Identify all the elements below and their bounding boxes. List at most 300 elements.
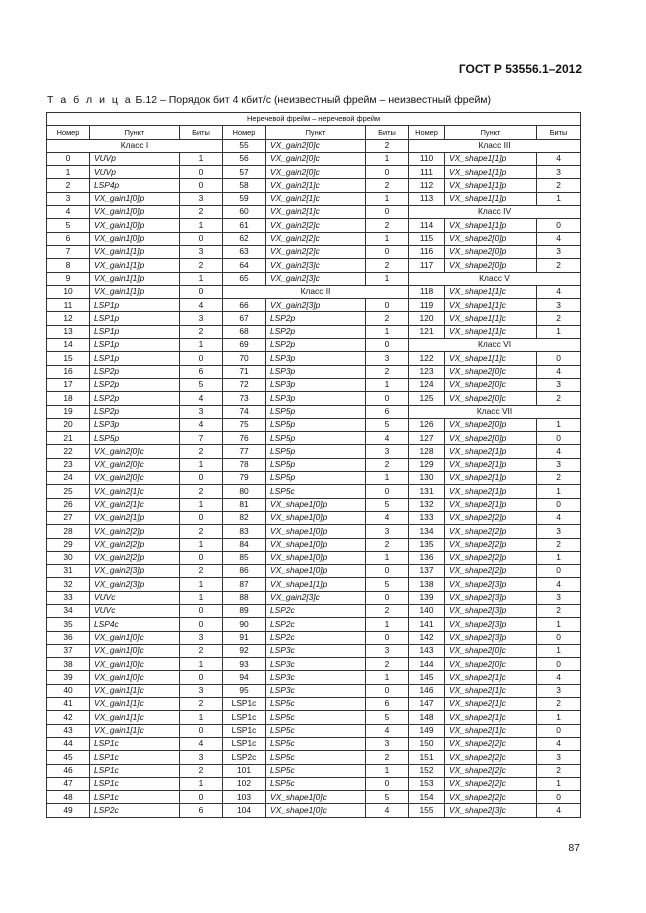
item-cell: VX_gain2[1]c [266,192,366,205]
bits-cell: 5 [366,498,409,511]
number-cell: 111 [409,166,445,179]
table-row [47,724,581,737]
bits-cell: 0 [537,432,581,445]
number-cell: 151 [409,751,445,764]
number-cell: 77 [223,445,266,458]
item-cell: VX_gain1[0]p [90,206,180,219]
bits-cell: 1 [180,498,223,511]
number-cell: 63 [223,245,266,258]
item-cell: VX_shape2[2]c [445,751,537,764]
item-cell: VX_gain2[1]c [90,498,180,511]
bits-cell: 3 [366,644,409,657]
item-cell: LSP1p [90,312,180,325]
bits-cell: 1 [180,578,223,591]
bits-cell: 3 [180,684,223,697]
number-cell: 45 [47,751,90,764]
bits-cell: 2 [366,538,409,551]
item-cell: VX_shape2[0]p [445,245,537,258]
bits-cell: 1 [366,152,409,165]
bits-cell: 1 [366,618,409,631]
item-cell: VX_shape2[2]p [445,511,537,524]
number-cell: 73 [223,392,266,405]
number-cell: 114 [409,219,445,232]
bits-cell: 2 [537,764,581,777]
class-label-cell: Класс IV [409,206,581,219]
table-row [47,206,581,219]
number-cell: 71 [223,365,266,378]
table-row [47,538,581,551]
table-row [47,152,581,165]
table-row [47,445,581,458]
bits-cell: 2 [180,565,223,578]
item-cell: LSP1p [90,352,180,365]
item-cell: VX_gain2[0]c [266,152,366,165]
number-cell: 46 [47,764,90,777]
item-cell: VX_shape1[0]c [266,804,366,817]
bits-cell: 3 [537,525,581,538]
item-cell: VX_shape2[0]p [445,232,537,245]
number-cell: 61 [223,219,266,232]
bits-cell: 1 [537,192,581,205]
bits-cell: 1 [366,192,409,205]
bits-cell: 4 [537,365,581,378]
item-cell: VX_gain2[1]c [266,206,366,219]
bits-cell: 0 [537,658,581,671]
table-row [47,272,581,285]
number-cell: 76 [223,432,266,445]
item-cell: LSP5p [266,432,366,445]
item-cell: VX_gain2[3]p [90,578,180,591]
item-cell: VUVc [90,604,180,617]
bits-cell: 4 [537,232,581,245]
bits-cell: 3 [537,378,581,391]
item-cell: LSP1p [90,299,180,312]
bits-cell: 0 [180,285,223,298]
number-cell: 66 [223,299,266,312]
item-cell: VX_gain2[3]c [266,591,366,604]
item-cell: VX_shape2[2]p [445,525,537,538]
bits-cell: 2 [180,485,223,498]
item-cell: VX_gain1[1]c [90,684,180,697]
table-row [47,418,581,431]
bits-cell: 2 [537,392,581,405]
number-cell: 75 [223,418,266,431]
number-cell: 34 [47,604,90,617]
item-cell: LSP2p [90,365,180,378]
bits-cell: 0 [180,511,223,524]
bits-cell: 1 [366,232,409,245]
class-label-cell: Класс II [223,285,409,298]
class-label-cell: Класс V [409,272,581,285]
number-cell: 47 [47,777,90,790]
table-row [47,658,581,671]
item-cell: LSP5c [266,485,366,498]
item-cell: VX_shape2[0]c [445,378,537,391]
number-cell: 40 [47,684,90,697]
item-cell: LSP2c [266,604,366,617]
number-cell: 92 [223,644,266,657]
number-cell: 67 [223,312,266,325]
item-cell: VX_gain2[2]c [266,232,366,245]
bits-cell: 4 [180,299,223,312]
bits-cell: 4 [180,392,223,405]
item-cell: LSP5c [266,711,366,724]
bits-cell: 2 [366,219,409,232]
number-cell: 4 [47,206,90,219]
number-cell: 113 [409,192,445,205]
item-cell: VX_gain1[1]c [90,724,180,737]
number-cell: 152 [409,764,445,777]
item-cell: VX_gain2[0]c [266,139,366,152]
table-row [47,179,581,192]
item-cell: VX_gain1[0]c [90,631,180,644]
column-header: Номер [409,126,445,139]
number-cell: 112 [409,179,445,192]
bits-cell: 4 [537,804,581,817]
number-cell: 9 [47,272,90,285]
number-cell: 139 [409,591,445,604]
bits-cell: 1 [537,711,581,724]
number-cell: 93 [223,658,266,671]
number-cell: 82 [223,511,266,524]
number-cell: 22 [47,445,90,458]
number-cell: 81 [223,498,266,511]
number-cell: 138 [409,578,445,591]
number-cell: LSP2c [223,751,266,764]
item-cell: VX_gain1[1]p [90,245,180,258]
bits-cell: 6 [180,365,223,378]
bits-cell: 3 [537,299,581,312]
table-row [47,604,581,617]
bits-cell: 0 [537,791,581,804]
bits-cell: 4 [537,285,581,298]
number-cell: 23 [47,458,90,471]
bits-cell: 4 [537,737,581,750]
item-cell: LSP2p [90,378,180,391]
item-cell: VX_gain1[1]p [90,259,180,272]
table-row [47,804,581,817]
table-row [47,312,581,325]
item-cell: VUVp [90,152,180,165]
bits-cell: 0 [366,206,409,219]
number-cell: 154 [409,791,445,804]
table-row [47,671,581,684]
item-cell: VX_gain2[3]c [266,259,366,272]
table-row [47,259,581,272]
number-cell: 80 [223,485,266,498]
bits-cell: 0 [366,777,409,790]
table-row [47,392,581,405]
number-cell: 8 [47,259,90,272]
number-cell: 85 [223,551,266,564]
item-cell: VX_gain1[0]p [90,232,180,245]
table-row [47,777,581,790]
number-cell: 144 [409,658,445,671]
item-cell: VX_shape1[0]p [266,525,366,538]
item-cell: VX_shape2[1]c [445,711,537,724]
item-cell: VX_shape1[1]p [445,166,537,179]
item-cell: LSP1c [90,764,180,777]
number-cell: 62 [223,232,266,245]
bits-cell: 3 [366,445,409,458]
item-cell: LSP5c [266,698,366,711]
item-cell: VX_gain2[0]c [90,445,180,458]
number-cell: 94 [223,671,266,684]
number-cell: 122 [409,352,445,365]
number-cell: 6 [47,232,90,245]
number-cell: 128 [409,445,445,458]
group-header: Неречевой фрейм – неречевой фрейм [47,113,581,126]
number-cell: 141 [409,618,445,631]
table-row [47,551,581,564]
item-cell: LSP4c [90,618,180,631]
bits-cell: 4 [537,152,581,165]
bits-cell: 3 [537,166,581,179]
bits-cell: 1 [180,458,223,471]
number-cell: 130 [409,472,445,485]
item-cell: LSP1c [90,751,180,764]
number-cell: 10 [47,285,90,298]
bits-cell: 5 [366,711,409,724]
bits-cell: 0 [366,245,409,258]
bits-cell: 2 [180,764,223,777]
bits-cell: 1 [180,339,223,352]
table-row [47,299,581,312]
item-cell: LSP3c [266,671,366,684]
item-cell: LSP5p [266,445,366,458]
number-cell: 38 [47,658,90,671]
bits-cell: 4 [180,737,223,750]
number-cell: 137 [409,565,445,578]
item-cell: VX_shape2[1]p [445,458,537,471]
bits-cell: 2 [180,325,223,338]
bits-cell: 1 [180,658,223,671]
bits-cell: 0 [180,166,223,179]
number-cell: LSP1c [223,737,266,750]
number-cell: 28 [47,525,90,538]
bits-cell: 2 [366,604,409,617]
number-cell: 95 [223,684,266,697]
item-cell: LSP1p [90,339,180,352]
item-cell: LSP3c [266,644,366,657]
bits-cell: 6 [180,804,223,817]
number-cell: 69 [223,339,266,352]
bits-cell: 6 [366,405,409,418]
table-row [47,698,581,711]
number-cell: 37 [47,644,90,657]
number-cell: 110 [409,152,445,165]
item-cell: VX_gain2[1]c [90,485,180,498]
table-row [47,791,581,804]
item-cell: LSP3p [266,352,366,365]
number-cell: 43 [47,724,90,737]
item-cell: LSP2c [266,631,366,644]
item-cell: LSP3p [266,378,366,391]
item-cell: VX_shape2[0]c [445,392,537,405]
bits-cell: 3 [180,192,223,205]
table-row [47,525,581,538]
bits-cell: 3 [537,245,581,258]
number-cell: 41 [47,698,90,711]
item-cell: VX_shape1[1]c [445,352,537,365]
bits-cell: 0 [180,724,223,737]
item-cell: LSP3p [266,365,366,378]
bits-cell: 4 [366,804,409,817]
number-cell: 64 [223,259,266,272]
item-cell: VX_shape2[3]p [445,591,537,604]
number-cell: 65 [223,272,266,285]
number-cell: 104 [223,804,266,817]
bits-cell: 0 [180,352,223,365]
bit-order-table [46,112,581,818]
item-cell: LSP1c [90,737,180,750]
item-cell: VX_shape1[1]c [445,325,537,338]
number-cell: 44 [47,737,90,750]
item-cell: VX_gain2[0]c [266,166,366,179]
table-row [47,365,581,378]
table-row [47,378,581,391]
item-cell: VX_shape2[3]p [445,604,537,617]
number-cell: 83 [223,525,266,538]
table-row [47,751,581,764]
item-cell: LSP2p [266,339,366,352]
number-cell: 143 [409,644,445,657]
number-cell: 119 [409,299,445,312]
number-cell: 125 [409,392,445,405]
number-cell: 36 [47,631,90,644]
number-cell: 140 [409,604,445,617]
number-cell: 132 [409,498,445,511]
number-cell: 14 [47,339,90,352]
item-cell: VX_gain2[0]c [90,472,180,485]
column-header-row [47,126,581,139]
bits-cell: 2 [537,538,581,551]
bits-cell: 0 [537,219,581,232]
item-cell: LSP1c [90,777,180,790]
number-cell: 24 [47,472,90,485]
bits-cell: 0 [537,498,581,511]
table-row [47,219,581,232]
table-row [47,339,581,352]
bits-cell: 0 [366,299,409,312]
number-cell: 145 [409,671,445,684]
bits-cell: 0 [537,565,581,578]
bits-cell: 0 [366,392,409,405]
number-cell: 13 [47,325,90,338]
table-row [47,631,581,644]
bits-cell: 0 [180,551,223,564]
number-cell: 49 [47,804,90,817]
number-cell: 127 [409,432,445,445]
number-cell: 153 [409,777,445,790]
number-cell: 101 [223,764,266,777]
number-cell: 142 [409,631,445,644]
item-cell: VX_shape2[0]p [445,432,537,445]
table-row [47,325,581,338]
class-label-cell: Класс III [409,139,581,152]
bits-cell: 5 [366,418,409,431]
class-label-cell: Класс VI [409,339,581,352]
bits-cell: 0 [366,684,409,697]
bits-cell: 5 [180,378,223,391]
table-row [47,472,581,485]
item-cell: VX_shape1[1]c [445,312,537,325]
number-cell: 88 [223,591,266,604]
number-cell: 102 [223,777,266,790]
bits-cell: 0 [366,339,409,352]
number-cell: 87 [223,578,266,591]
item-cell: LSP5p [90,432,180,445]
bits-cell: 3 [180,245,223,258]
table-row [47,352,581,365]
document-code: ГОСТ Р 53556.1–2012 [458,62,582,76]
number-cell: 29 [47,538,90,551]
number-cell: 59 [223,192,266,205]
number-cell: 134 [409,525,445,538]
bits-cell: 0 [366,591,409,604]
bits-cell: 0 [180,791,223,804]
item-cell: VX_gain2[3]c [266,272,366,285]
item-cell: LSP1c [90,791,180,804]
column-header: Биты [180,126,223,139]
item-cell: VX_shape2[1]c [445,671,537,684]
bits-cell: 1 [366,764,409,777]
table-body [47,139,581,817]
item-cell: LSP2c [266,618,366,631]
item-cell: VX_gain1[0]c [90,644,180,657]
item-cell: VX_shape2[1]c [445,698,537,711]
item-cell: VX_gain2[0]c [90,458,180,471]
bits-cell: 1 [180,272,223,285]
number-cell: 84 [223,538,266,551]
bits-cell: 1 [537,418,581,431]
table-row [47,192,581,205]
bits-cell: 3 [537,751,581,764]
number-cell: LSP1c [223,711,266,724]
number-cell: 35 [47,618,90,631]
bits-cell: 2 [366,751,409,764]
bits-cell: 0 [180,604,223,617]
number-cell: 124 [409,378,445,391]
bits-cell: 2 [537,179,581,192]
item-cell: VX_shape1[0]p [266,538,366,551]
number-cell: 26 [47,498,90,511]
number-cell: 118 [409,285,445,298]
number-cell: 147 [409,698,445,711]
table-caption [47,94,491,106]
table-row [47,285,581,298]
item-cell: LSP2p [90,392,180,405]
bits-cell: 1 [537,551,581,564]
item-cell: VX_shape2[3]p [445,631,537,644]
column-header: Пункт [445,126,537,139]
item-cell: VX_gain1[1]p [90,272,180,285]
bits-cell: 0 [537,631,581,644]
number-cell: 78 [223,458,266,471]
number-cell: 86 [223,565,266,578]
table-row [47,578,581,591]
bits-cell: 0 [180,232,223,245]
item-cell: VX_gain2[2]c [266,219,366,232]
item-cell: VX_shape2[2]c [445,764,537,777]
bits-cell: 2 [366,179,409,192]
number-cell: 55 [223,139,266,152]
item-cell: LSP5c [266,777,366,790]
item-cell: VX_shape2[3]c [445,804,537,817]
item-cell: VX_shape2[1]c [445,684,537,697]
item-cell: VX_shape1[1]c [445,285,537,298]
number-cell: 121 [409,325,445,338]
